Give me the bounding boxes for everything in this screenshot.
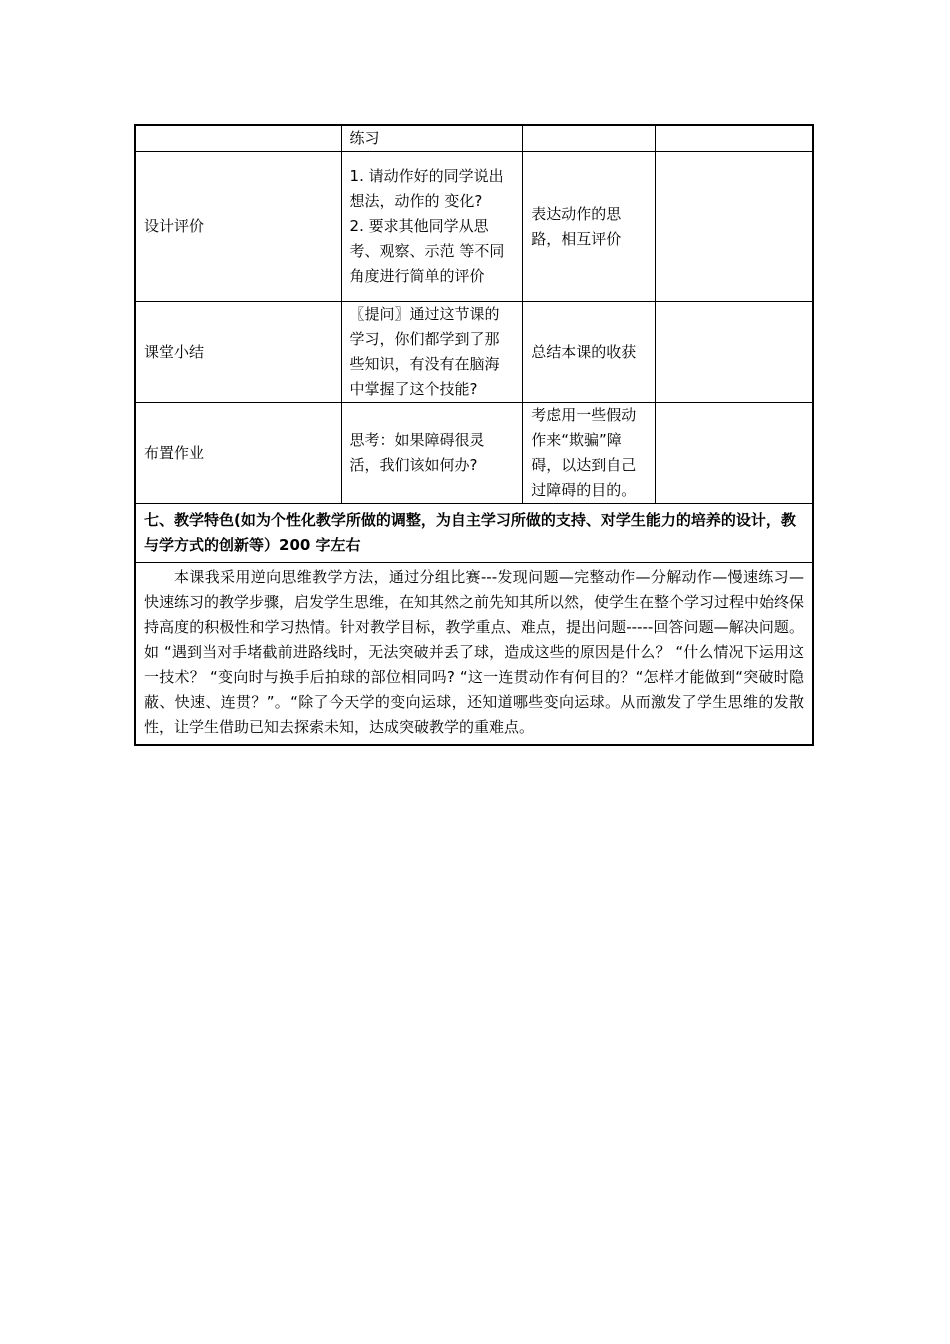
teacher-activity-cell [341, 302, 523, 403]
student-activity-cell: 考虑用一些假动作来“欺骗”障碍，以达到自己过障碍的目的。 [523, 403, 656, 504]
section-body-text: 本课我采用逆向思维教学方法，通过分组比赛---发现问题—完整动作—分解动作—慢速练习—快速练习的教学步骤，启发学生思维，在知其然之前先知其所以然，使学生在整个学习过程中始终保持高度的积极性和学习热情。针对教学目标，教学重点、难点，提出问题-----回答问题—解决问题。如 “遇到当对手堵截前进路线时，无法突破并丢了球，造成这些的原因是什么？ “什么情况下运用这一技术？ “变向时与换手后拍球的部位相同吗? “这一连贯动作有何目的？“怎样才能做到“突破时隐蔽、快速、连贯？”。“除了今天学的变向运球，还知道哪些变向运球。从而激发了学生思维的发散性，让学生借助已知去探索未知，达成突破教学的重难点。 [135, 563, 813, 746]
teacher-activity-cell [341, 403, 523, 504]
section-heading-row [135, 504, 813, 563]
teacher-activity-text: 〖提问〗通过这节课的学习，你们都学到了那些知识，有没有在脑海中掌握了这个技能? [349, 305, 500, 398]
teacher-activity-cell [341, 152, 523, 302]
note-cell [656, 125, 813, 152]
student-activity-cell [523, 125, 656, 152]
lesson-plan-table [134, 124, 814, 746]
note-cell [656, 403, 813, 504]
table-row-homework [135, 403, 813, 504]
teacher-activity-cell [341, 125, 523, 152]
student-activity-cell: 表达动作的思路，相互评价 [523, 152, 656, 302]
section-body-row [135, 563, 813, 746]
student-activity-cell: 总结本课的收获 [523, 302, 656, 403]
table-row-class-summary [135, 302, 813, 403]
stage-cell [135, 125, 341, 152]
note-cell [656, 152, 813, 302]
teacher-activity-text: 思考：如果障碍很灵活，我们该如何办? [349, 431, 485, 474]
teacher-activity-item-2: 2. 要求其他同学从思考、观察、示范 等不同角度进行简单的评价 [349, 217, 505, 285]
note-cell [656, 302, 813, 403]
table-row-design-evaluation [135, 152, 813, 302]
section-heading: 七、教学特色(如为个性化教学所做的调整，为自主学习所做的支持、对学生能力的培养的设计，教与学方式的创新等）200 字左右 [135, 504, 813, 563]
stage-cell: 设计评价 [135, 152, 341, 302]
stage-cell: 课堂小结 [135, 302, 341, 403]
teacher-activity-item-1: 1. 请动作好的同学说出想法，动作的 变化? [349, 167, 504, 210]
teacher-activity-text: 练习 [349, 129, 380, 147]
table-row-practice [135, 125, 813, 152]
stage-cell: 布置作业 [135, 403, 341, 504]
